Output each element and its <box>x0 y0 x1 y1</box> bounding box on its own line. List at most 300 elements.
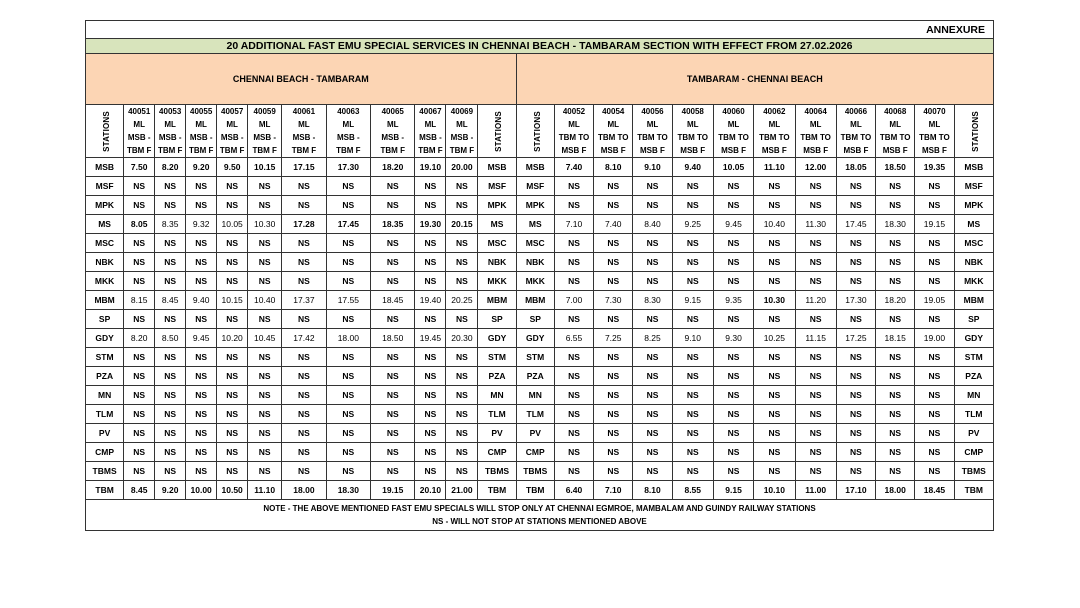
station-cell: MSB <box>86 158 124 177</box>
annexure-label: ANNEXURE <box>86 21 994 39</box>
time-cell: NS <box>672 272 713 291</box>
station-cell: MSB <box>516 158 554 177</box>
train-header-40069 <box>446 105 478 158</box>
time-cell: NS <box>754 253 795 272</box>
station-cell: TBM <box>516 481 554 500</box>
time-cell: NS <box>186 253 217 272</box>
train-type: ML <box>386 120 399 129</box>
station-cell: PV <box>478 424 516 443</box>
table-row <box>86 481 994 500</box>
station-cell: TLM <box>954 405 993 424</box>
station-cell: PZA <box>478 367 516 386</box>
table-row <box>86 462 994 481</box>
time-cell: NS <box>248 234 282 253</box>
time-cell: NS <box>836 177 875 196</box>
time-cell: NS <box>554 253 593 272</box>
time-cell: NS <box>915 462 954 481</box>
table-row <box>86 443 994 462</box>
time-cell: 10.30 <box>754 291 795 310</box>
time-cell: NS <box>633 253 672 272</box>
time-cell: NS <box>876 386 915 405</box>
time-cell: 10.00 <box>186 481 217 500</box>
train-type: ML <box>258 120 271 129</box>
time-cell: NS <box>415 177 446 196</box>
time-cell: 18.45 <box>915 481 954 500</box>
train-number: 40052 <box>562 107 586 116</box>
station-cell: SP <box>954 310 993 329</box>
train-type: ML <box>686 120 699 129</box>
station-cell: PV <box>516 424 554 443</box>
train-number: 40067 <box>419 107 442 116</box>
time-cell: NS <box>876 234 915 253</box>
time-cell: 9.20 <box>155 481 186 500</box>
time-cell: 7.40 <box>594 215 633 234</box>
time-cell: NS <box>371 386 415 405</box>
table-row <box>86 291 994 310</box>
train-number: 40062 <box>763 107 786 116</box>
train-number: 40066 <box>844 107 868 116</box>
train-number: 40055 <box>190 107 213 116</box>
time-cell: NS <box>915 310 954 329</box>
time-cell: 8.05 <box>124 215 155 234</box>
station-cell: CMP <box>954 443 993 462</box>
time-cell: 19.05 <box>915 291 954 310</box>
time-cell: NS <box>836 386 875 405</box>
train-header-40065 <box>371 105 415 158</box>
time-cell: NS <box>217 367 248 386</box>
time-cell: NS <box>876 272 915 291</box>
station-cell: GDY <box>86 329 124 348</box>
train-type: ML <box>568 120 580 129</box>
station-cell: MSC <box>86 234 124 253</box>
train-route-from: TBM TO <box>879 133 911 142</box>
time-cell: NS <box>754 443 795 462</box>
time-cell: NS <box>713 272 753 291</box>
time-cell: NS <box>248 367 282 386</box>
station-cell: PZA <box>86 367 124 386</box>
time-cell: NS <box>594 196 633 215</box>
time-cell: NS <box>326 367 370 386</box>
time-cell: 18.15 <box>876 329 915 348</box>
train-number: 40056 <box>641 107 664 116</box>
time-cell: 19.00 <box>915 329 954 348</box>
train-header-40070 <box>915 105 954 158</box>
time-cell: NS <box>594 234 633 253</box>
time-cell: 21.00 <box>446 481 478 500</box>
station-cell: MBM <box>954 291 993 310</box>
time-cell: 9.45 <box>186 329 217 348</box>
train-route-from: MSB - <box>450 133 474 142</box>
time-cell: 19.10 <box>415 158 446 177</box>
train-route-to: TBM F <box>126 146 152 155</box>
time-cell: NS <box>248 443 282 462</box>
train-route-from: MSB - <box>336 133 360 142</box>
time-cell: 7.25 <box>594 329 633 348</box>
train-type: ML <box>768 120 781 129</box>
time-cell: NS <box>124 348 155 367</box>
train-route-from: MSB - <box>189 133 213 142</box>
time-cell: NS <box>217 348 248 367</box>
time-cell: 8.35 <box>155 215 186 234</box>
time-cell: NS <box>633 348 672 367</box>
time-cell: NS <box>754 462 795 481</box>
time-cell: 8.40 <box>633 215 672 234</box>
station-cell: MSB <box>478 158 516 177</box>
train-route-to: MSB F <box>600 146 626 155</box>
time-cell: NS <box>836 310 875 329</box>
stations-label-left-a: STATIONS <box>101 110 111 152</box>
time-cell: NS <box>446 424 478 443</box>
time-cell: NS <box>217 253 248 272</box>
time-cell: NS <box>282 348 326 367</box>
time-cell: NS <box>554 177 593 196</box>
time-cell: NS <box>282 367 326 386</box>
train-type: ML <box>342 120 355 129</box>
time-cell: NS <box>446 196 478 215</box>
footnote <box>86 500 994 531</box>
train-header-40054 <box>594 105 633 158</box>
time-cell: 17.55 <box>326 291 370 310</box>
time-cell: 9.15 <box>672 291 713 310</box>
station-cell: SP <box>478 310 516 329</box>
train-route-from: MSB - <box>220 133 244 142</box>
time-cell: NS <box>155 424 186 443</box>
time-cell: NS <box>415 443 446 462</box>
time-cell: NS <box>713 177 753 196</box>
time-cell: NS <box>248 462 282 481</box>
time-cell: NS <box>415 367 446 386</box>
train-route-from: TBM TO <box>759 133 790 142</box>
train-number: 40070 <box>923 107 946 116</box>
time-cell: NS <box>754 405 795 424</box>
time-cell: NS <box>282 462 326 481</box>
time-cell: NS <box>155 443 186 462</box>
time-cell: 7.10 <box>554 215 593 234</box>
station-cell: TLM <box>516 405 554 424</box>
time-cell: NS <box>876 177 915 196</box>
train-route-to: MSB F <box>561 146 587 155</box>
time-cell: NS <box>326 272 370 291</box>
time-cell: 8.20 <box>155 158 186 177</box>
time-cell: NS <box>415 424 446 443</box>
time-cell: NS <box>795 177 836 196</box>
time-cell: NS <box>672 310 713 329</box>
time-cell: NS <box>672 443 713 462</box>
time-cell: 19.15 <box>371 481 415 500</box>
time-cell: NS <box>186 272 217 291</box>
time-cell: NS <box>633 196 672 215</box>
time-cell: NS <box>217 443 248 462</box>
station-cell: MPK <box>86 196 124 215</box>
station-cell: MPK <box>478 196 516 215</box>
section-heading-beach-to-tambaram: CHENNAI BEACH - TAMBARAM <box>86 54 517 105</box>
time-cell: NS <box>713 196 753 215</box>
time-cell: NS <box>876 462 915 481</box>
train-route-to: TBM F <box>188 146 214 155</box>
time-cell: 9.50 <box>217 158 248 177</box>
train-route-from: MSB - <box>292 133 316 142</box>
table-row <box>86 158 994 177</box>
time-cell: NS <box>713 424 753 443</box>
time-cell: 9.32 <box>186 215 217 234</box>
time-cell: NS <box>415 310 446 329</box>
time-cell: NS <box>554 310 593 329</box>
time-cell: NS <box>415 405 446 424</box>
stations-header-left-a <box>86 105 124 158</box>
time-cell: NS <box>124 367 155 386</box>
time-cell: NS <box>155 234 186 253</box>
time-cell: NS <box>186 424 217 443</box>
time-cell: NS <box>713 253 753 272</box>
time-cell: NS <box>186 386 217 405</box>
time-cell: NS <box>672 177 713 196</box>
time-cell: NS <box>124 405 155 424</box>
annexure-sheet <box>85 20 994 550</box>
train-route-to: MSB F <box>882 146 908 155</box>
time-cell: NS <box>326 424 370 443</box>
time-cell: NS <box>633 272 672 291</box>
table-row <box>86 196 994 215</box>
time-cell: 10.50 <box>217 481 248 500</box>
time-cell: NS <box>713 405 753 424</box>
time-cell: NS <box>795 310 836 329</box>
time-cell: 19.40 <box>415 291 446 310</box>
train-number: 40069 <box>450 107 474 116</box>
time-cell: 17.37 <box>282 291 326 310</box>
table-row <box>86 272 994 291</box>
time-cell: NS <box>415 462 446 481</box>
time-cell: 9.15 <box>713 481 753 500</box>
time-cell: NS <box>326 196 370 215</box>
station-cell: MS <box>478 215 516 234</box>
time-cell: NS <box>713 443 753 462</box>
time-cell: NS <box>594 272 633 291</box>
station-cell: PV <box>86 424 124 443</box>
time-cell: NS <box>554 272 593 291</box>
time-cell: 8.25 <box>633 329 672 348</box>
train-route-to: TBM F <box>291 146 317 155</box>
time-cell: 8.10 <box>594 158 633 177</box>
time-cell: NS <box>248 272 282 291</box>
train-header-40059 <box>248 105 282 158</box>
station-cell: MSC <box>516 234 554 253</box>
table-row <box>86 215 994 234</box>
train-type: ML <box>133 120 145 129</box>
table-row <box>86 424 994 443</box>
time-cell: NS <box>155 462 186 481</box>
train-route-from: MSB - <box>253 133 277 142</box>
time-cell: NS <box>155 253 186 272</box>
time-cell: NS <box>915 253 954 272</box>
station-cell: CMP <box>478 443 516 462</box>
time-cell: 20.15 <box>446 215 478 234</box>
train-number: 40063 <box>337 107 360 116</box>
time-cell: NS <box>836 196 875 215</box>
table-row <box>86 367 994 386</box>
time-cell: NS <box>713 386 753 405</box>
time-cell: NS <box>836 253 875 272</box>
time-cell: 20.10 <box>415 481 446 500</box>
time-cell: 10.30 <box>248 215 282 234</box>
time-cell: 11.20 <box>795 291 836 310</box>
time-cell: NS <box>795 196 836 215</box>
station-cell: MKK <box>86 272 124 291</box>
time-cell: NS <box>713 234 753 253</box>
time-cell: NS <box>915 196 954 215</box>
time-cell: 8.45 <box>124 481 155 500</box>
time-cell: NS <box>554 424 593 443</box>
time-cell: NS <box>672 386 713 405</box>
time-cell: 19.35 <box>915 158 954 177</box>
station-cell: MN <box>86 386 124 405</box>
time-cell: 9.10 <box>672 329 713 348</box>
time-cell: 7.10 <box>594 481 633 500</box>
time-cell: 7.00 <box>554 291 593 310</box>
time-cell: NS <box>248 196 282 215</box>
time-cell: NS <box>594 177 633 196</box>
time-cell: NS <box>836 272 875 291</box>
timetable <box>85 20 994 531</box>
time-cell: NS <box>594 405 633 424</box>
table-row <box>86 329 994 348</box>
time-cell: NS <box>155 367 186 386</box>
train-route-from: TBM TO <box>919 133 950 142</box>
time-cell: 10.15 <box>217 291 248 310</box>
time-cell: NS <box>371 310 415 329</box>
train-header-40062 <box>754 105 795 158</box>
time-cell: NS <box>795 234 836 253</box>
time-cell: NS <box>446 310 478 329</box>
note-stopping-pattern: NOTE - THE ABOVE MENTIONED FAST EMU SPECIALS WILL STOP ONLY AT CHENNAI EGMROE, MAMBALAM AND GUINDY RAILWAY STATIONS <box>263 504 816 513</box>
station-cell: CMP <box>516 443 554 462</box>
time-cell: NS <box>795 348 836 367</box>
time-cell: NS <box>282 234 326 253</box>
train-type: ML <box>298 120 310 129</box>
time-cell: NS <box>124 272 155 291</box>
train-route-from: MSB - <box>127 133 151 142</box>
time-cell: NS <box>633 443 672 462</box>
train-number: 40057 <box>221 107 244 116</box>
station-cell: MSF <box>954 177 993 196</box>
time-cell: NS <box>217 234 248 253</box>
time-cell: NS <box>554 196 593 215</box>
time-cell: 17.42 <box>282 329 326 348</box>
time-cell: NS <box>795 367 836 386</box>
train-route-from: TBM TO <box>558 133 590 142</box>
train-header-40067 <box>415 105 446 158</box>
time-cell: NS <box>633 386 672 405</box>
time-cell: 8.15 <box>124 291 155 310</box>
station-cell: MBM <box>478 291 516 310</box>
station-cell: STM <box>86 348 124 367</box>
time-cell: NS <box>371 196 415 215</box>
time-cell: 18.45 <box>371 291 415 310</box>
time-cell: NS <box>446 272 478 291</box>
station-cell: TBMS <box>954 462 993 481</box>
train-header-40061 <box>282 105 326 158</box>
time-cell: 10.40 <box>754 215 795 234</box>
time-cell: 18.20 <box>876 291 915 310</box>
time-cell: 17.30 <box>326 158 370 177</box>
station-cell: TBMS <box>86 462 124 481</box>
train-header-40058 <box>672 105 713 158</box>
station-cell: MN <box>954 386 993 405</box>
station-cell: MPK <box>516 196 554 215</box>
time-cell: NS <box>124 234 155 253</box>
time-cell: NS <box>915 348 954 367</box>
stations-label-left-b: STATIONS <box>494 110 504 152</box>
time-cell: NS <box>282 443 326 462</box>
time-cell: NS <box>326 348 370 367</box>
time-cell: NS <box>633 424 672 443</box>
train-type: ML <box>727 120 740 129</box>
time-cell: 17.45 <box>326 215 370 234</box>
time-cell: NS <box>282 196 326 215</box>
table-row <box>86 348 994 367</box>
time-cell: NS <box>217 386 248 405</box>
train-route-from: TBM TO <box>718 133 749 142</box>
train-route-from: MSB - <box>419 133 442 142</box>
train-type: ML <box>424 120 437 129</box>
time-cell: NS <box>754 196 795 215</box>
time-cell: 8.45 <box>155 291 186 310</box>
time-cell: NS <box>754 424 795 443</box>
time-cell: NS <box>915 367 954 386</box>
train-route-to: TBM F <box>252 146 277 155</box>
time-cell: NS <box>633 405 672 424</box>
time-cell: NS <box>594 253 633 272</box>
time-cell: 10.15 <box>248 158 282 177</box>
time-cell: NS <box>554 405 593 424</box>
time-cell: 18.30 <box>876 215 915 234</box>
train-number: 40065 <box>381 107 404 116</box>
train-route-to: MSB F <box>680 146 706 155</box>
station-cell: GDY <box>516 329 554 348</box>
time-cell: NS <box>186 462 217 481</box>
time-cell: NS <box>371 234 415 253</box>
time-cell: NS <box>371 253 415 272</box>
station-cell: MKK <box>954 272 993 291</box>
time-cell: NS <box>795 443 836 462</box>
time-cell: NS <box>594 386 633 405</box>
station-cell: SP <box>86 310 124 329</box>
station-cell: TBMS <box>516 462 554 481</box>
time-cell: 9.45 <box>713 215 753 234</box>
time-cell: NS <box>594 424 633 443</box>
time-cell: 9.25 <box>672 215 713 234</box>
train-header-40068 <box>876 105 915 158</box>
time-cell: 20.25 <box>446 291 478 310</box>
time-cell: 11.00 <box>795 481 836 500</box>
time-cell: NS <box>876 367 915 386</box>
train-type: ML <box>607 120 619 129</box>
time-cell: NS <box>248 405 282 424</box>
train-header-40052 <box>554 105 593 158</box>
train-type: ML <box>226 120 238 129</box>
time-cell: NS <box>282 272 326 291</box>
train-type: ML <box>850 120 862 129</box>
train-route-to: TBM F <box>157 146 183 155</box>
note-ns-legend: NS - WILL NOT STOP AT STATIONS MENTIONED ABOVE <box>432 517 647 526</box>
train-header-40063 <box>326 105 370 158</box>
time-cell: NS <box>155 310 186 329</box>
time-cell: NS <box>672 253 713 272</box>
station-cell: MSC <box>954 234 993 253</box>
time-cell: NS <box>326 386 370 405</box>
time-cell: 18.20 <box>371 158 415 177</box>
time-cell: NS <box>915 443 954 462</box>
time-cell: NS <box>186 234 217 253</box>
